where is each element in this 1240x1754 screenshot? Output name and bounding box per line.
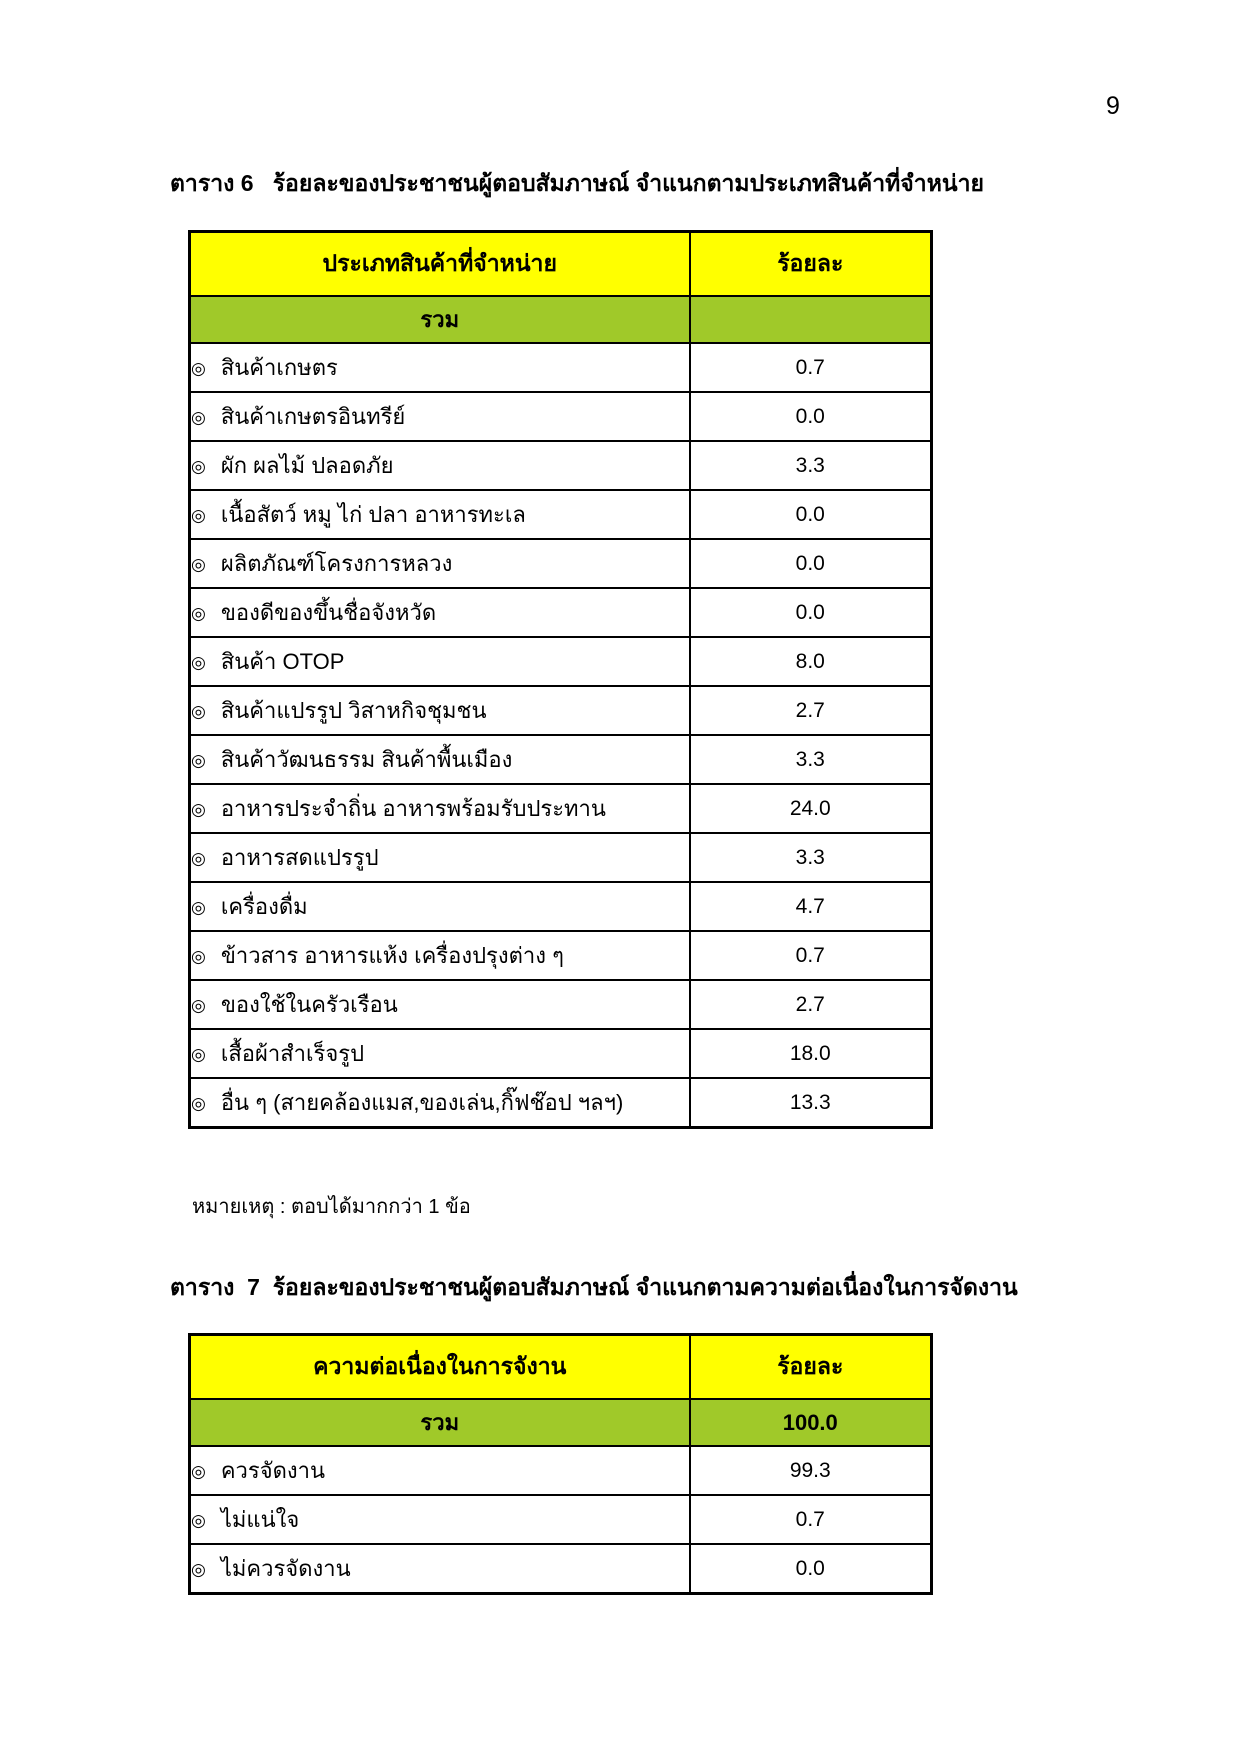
item-value: 0.0 xyxy=(690,490,932,539)
table-row xyxy=(190,392,932,441)
table7 xyxy=(188,1333,933,1595)
table-row xyxy=(190,980,932,1029)
item-label: ไม่แน่ใจ xyxy=(220,1507,300,1532)
table6-header-percent: ร้อยละ xyxy=(690,232,932,297)
item-label: ควรจัดงาน xyxy=(220,1458,326,1483)
item-value: 3.3 xyxy=(690,735,932,784)
table6-header-row xyxy=(190,232,932,297)
table-row xyxy=(190,735,932,784)
table7-total-value: 100.0 xyxy=(690,1399,932,1446)
table-row xyxy=(190,1544,932,1594)
item-bullet-icon: ◎ xyxy=(191,702,206,721)
item-label: ไม่ควรจัดงาน xyxy=(220,1556,351,1581)
item-bullet-icon: ◎ xyxy=(191,457,206,476)
item-value: 8.0 xyxy=(690,637,932,686)
item-label: สินค้าเกษตร xyxy=(220,355,338,380)
item-label: ผัก ผลไม้ ปลอดภัย xyxy=(220,453,394,478)
item-value: 99.3 xyxy=(690,1446,932,1495)
item-label: สินค้าเกษตรอินทรีย์ xyxy=(220,404,406,429)
table-row xyxy=(190,343,932,392)
item-label: สินค้าแปรรูป วิสาหกิจชุมชน xyxy=(220,698,487,723)
table6-note: หมายเหตุ : ตอบได้มากกว่า 1 ข้อ xyxy=(192,1196,471,1218)
item-value: 0.7 xyxy=(690,931,932,980)
table-row xyxy=(190,784,932,833)
table-row xyxy=(190,539,932,588)
item-bullet-icon: ◎ xyxy=(191,1511,206,1530)
item-value: 24.0 xyxy=(690,784,932,833)
item-value: 3.3 xyxy=(690,441,932,490)
item-value: 0.7 xyxy=(690,343,932,392)
item-label: อื่น ๆ (สายคล้องแมส,ของเล่น,กิ๊ฟช๊อป ฯลฯ) xyxy=(220,1090,624,1115)
item-label: ข้าวสาร อาหารแห้ง เครื่องปรุงต่าง ๆ xyxy=(220,943,564,968)
table-row xyxy=(190,882,932,931)
table6-total-label: รวม xyxy=(190,296,690,343)
table7-body xyxy=(190,1446,932,1594)
item-bullet-icon: ◎ xyxy=(191,996,206,1015)
page-number: 9 xyxy=(1106,92,1120,120)
table-row xyxy=(190,637,932,686)
table-row xyxy=(190,490,932,539)
table-row xyxy=(190,1446,932,1495)
item-bullet-icon: ◎ xyxy=(191,1462,206,1481)
item-bullet-icon: ◎ xyxy=(191,849,206,868)
item-bullet-icon: ◎ xyxy=(191,1045,206,1064)
item-value: 3.3 xyxy=(690,833,932,882)
table7-header-percent: ร้อยละ xyxy=(690,1335,932,1400)
item-label: เสื้อผ้าสำเร็จรูป xyxy=(220,1041,365,1066)
item-value: 13.3 xyxy=(690,1078,932,1128)
item-value: 0.7 xyxy=(690,1495,932,1544)
item-value: 2.7 xyxy=(690,686,932,735)
table-row xyxy=(190,686,932,735)
item-label: อาหารประจำถิ่น อาหารพร้อมรับประทาน xyxy=(220,796,606,821)
item-label: ผลิตภัณฑ์โครงการหลวง xyxy=(220,551,453,576)
item-bullet-icon: ◎ xyxy=(191,800,206,819)
table7-title: ตาราง 7 ร้อยละของประชาชนผู้ตอบสัมภาษณ์ จำแนกตามความต่อเนื่องในการจัดงาน xyxy=(170,1274,1018,1300)
table7-total-label: รวม xyxy=(190,1399,690,1446)
item-value: 4.7 xyxy=(690,882,932,931)
item-value: 18.0 xyxy=(690,1029,932,1078)
item-bullet-icon: ◎ xyxy=(191,653,206,672)
item-label: สินค้า OTOP xyxy=(220,649,345,674)
item-bullet-icon: ◎ xyxy=(191,947,206,966)
item-bullet-icon: ◎ xyxy=(191,1094,206,1113)
table-row xyxy=(190,1495,932,1544)
item-label: ของดีของขึ้นชื่อจังหวัด xyxy=(220,600,437,625)
table6-header-category: ประเภทสินค้าที่จำหน่าย xyxy=(190,232,690,297)
item-bullet-icon: ◎ xyxy=(191,359,206,378)
item-value: 2.7 xyxy=(690,980,932,1029)
table-row xyxy=(190,1029,932,1078)
table6-total-value xyxy=(690,296,932,343)
item-bullet-icon: ◎ xyxy=(191,604,206,623)
item-value: 0.0 xyxy=(690,1544,932,1594)
item-bullet-icon: ◎ xyxy=(191,408,206,427)
item-bullet-icon: ◎ xyxy=(191,555,206,574)
item-label: สินค้าวัฒนธรรม สินค้าพื้นเมือง xyxy=(220,747,513,772)
item-label: อาหารสดแปรรูป xyxy=(220,845,379,870)
item-bullet-icon: ◎ xyxy=(191,506,206,525)
table7-header-category: ความต่อเนื่องในการจังาน xyxy=(190,1335,690,1400)
table6-title: ตาราง 6 ร้อยละของประชาชนผู้ตอบสัมภาษณ์ จำแนกตามประเภทสินค้าที่จำหน่าย xyxy=(170,170,984,196)
table-row xyxy=(190,588,932,637)
item-label: ของใช้ในครัวเรือน xyxy=(220,992,398,1017)
table6-total-row xyxy=(190,296,932,343)
item-label: เนื้อสัตว์ หมู ไก่ ปลา อาหารทะเล xyxy=(220,502,526,527)
item-bullet-icon: ◎ xyxy=(191,898,206,917)
table-row xyxy=(190,833,932,882)
table6 xyxy=(188,230,933,1129)
table7-header-row xyxy=(190,1335,932,1400)
item-value: 0.0 xyxy=(690,539,932,588)
table7-total-row xyxy=(190,1399,932,1446)
item-bullet-icon: ◎ xyxy=(191,751,206,770)
table-row xyxy=(190,1078,932,1128)
table-row xyxy=(190,441,932,490)
item-bullet-icon: ◎ xyxy=(191,1560,206,1579)
item-value: 0.0 xyxy=(690,392,932,441)
item-label: เครื่องดื่ม xyxy=(220,894,308,919)
item-value: 0.0 xyxy=(690,588,932,637)
table6-body xyxy=(190,343,932,1128)
table-row xyxy=(190,931,932,980)
